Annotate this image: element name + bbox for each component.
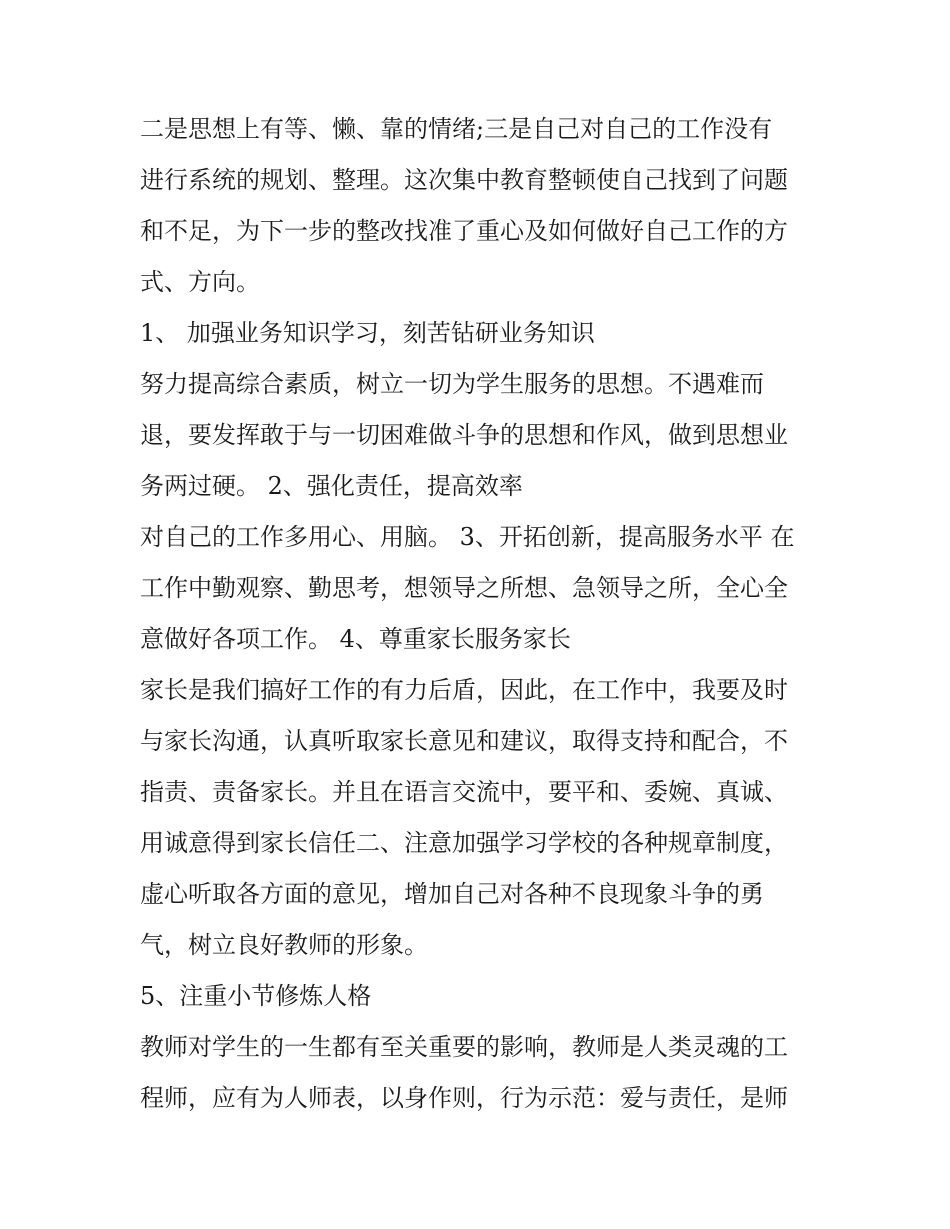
text-line: 与家长沟通，认真听取家长意见和建议，取得支持和配合，不 (140, 727, 788, 755)
text-line: 务两过硬。 2、强化责任，提高效率 (140, 472, 523, 500)
text-line: 进行系统的规划、整理。这次集中教育整顿使自己找到了问题 (140, 166, 788, 194)
text-line: 二是思想上有等、懒、靠的情绪;三是自己对自己的工作没有 (140, 115, 773, 143)
text-line: 和不足，为下一步的整改找准了重心及如何做好自己工作的方 (140, 217, 788, 245)
text-line: 教师对学生的一生都有至关重要的影响，教师是人类灵魂的工 (140, 1033, 788, 1061)
text-line: 1、 加强业务知识学习，刻苦钻研业务知识 (140, 319, 595, 347)
text-line: 指责、责备家长。并且在语言交流中，要平和、委婉、真诚、 (140, 778, 788, 806)
text-line: 退，要发挥敢于与一切困难做斗争的思想和作风，做到思想业 (140, 421, 788, 449)
text-line: 对自己的工作多用心、用脑。 3、开拓创新，提高服务水平 在 (140, 523, 795, 551)
text-line: 虚心听取各方面的意见，增加自己对各种不良现象斗争的勇 (140, 880, 764, 908)
text-line: 气，树立良好教师的形象。 (140, 931, 428, 959)
text-line: 5、注重小节修炼人格 (140, 982, 372, 1010)
document-body (140, 104, 830, 1124)
text-line: 家长是我们搞好工作的有力后盾，因此，在工作中，我要及时 (140, 676, 788, 704)
text-line: 努力提高综合素质，树立一切为学生服务的思想。不遇难而 (140, 370, 764, 398)
text-line: 意做好各项工作。 4、尊重家长服务家长 (140, 625, 571, 653)
text-line: 式、方向。 (140, 268, 260, 296)
text-line: 工作中勤观察、勤思考，想领导之所想、急领导之所，全心全 (140, 574, 788, 602)
text-line: 用诚意得到家长信任二、注意加强学习学校的各种规章制度， (140, 829, 788, 857)
text-line: 程师，应有为人师表，以身作则，行为示范：爱与责任，是师 (140, 1084, 788, 1112)
